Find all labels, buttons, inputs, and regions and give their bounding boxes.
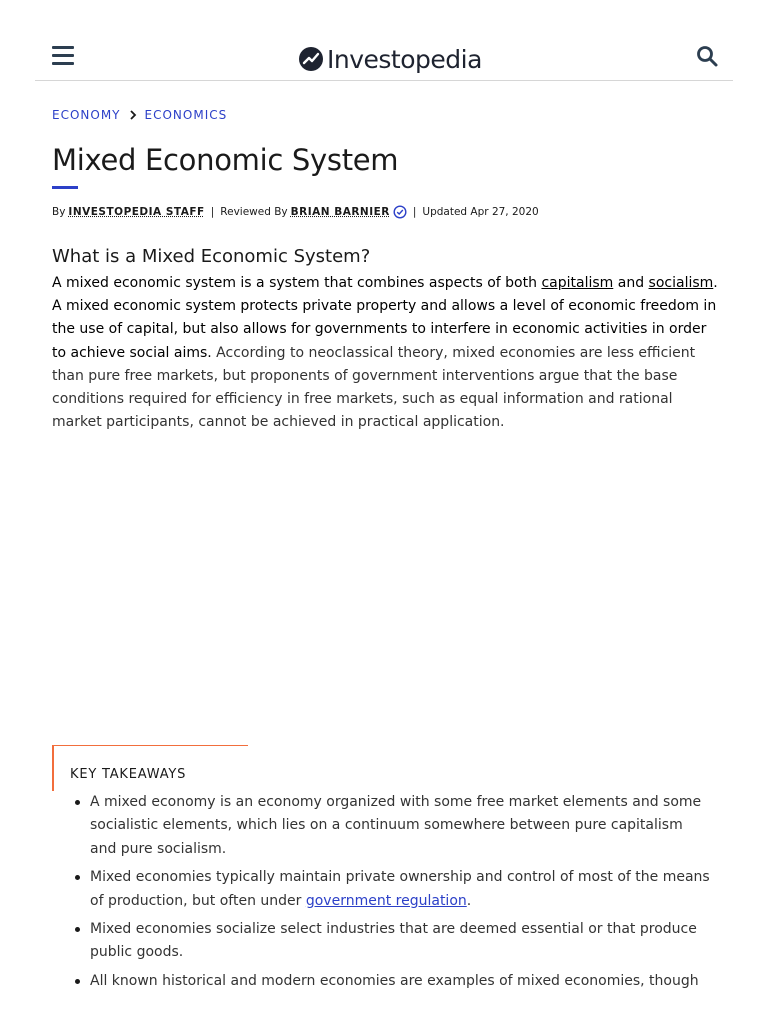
hamburger-menu-icon[interactable] bbox=[52, 46, 74, 66]
intro-lead-text: and bbox=[613, 275, 649, 291]
breadcrumb bbox=[52, 108, 227, 122]
site-header bbox=[35, 0, 733, 81]
intro-lead-text: A mixed economic system is a system that combines aspects of both bbox=[52, 275, 542, 291]
list-item bbox=[90, 866, 710, 913]
intro-paragraph bbox=[52, 272, 718, 434]
breadcrumb-economy[interactable]: ECONOMY bbox=[52, 108, 121, 122]
capitalism-link[interactable]: capitalism bbox=[541, 275, 614, 291]
site-logo[interactable] bbox=[299, 42, 482, 76]
byline-divider: | bbox=[412, 206, 417, 218]
takeaways-list bbox=[90, 791, 710, 998]
intro-lead-text: . A mixed economic system protects private property and allows a level of economic freedom in the use of capital, but also allows for governments to interfere in economic activities in order to achieve social aims. bbox=[52, 275, 718, 361]
search-icon[interactable] bbox=[695, 44, 719, 68]
updated-date: Updated Apr 27, 2020 bbox=[422, 206, 539, 218]
intro-heading: What is a Mixed Economic System? bbox=[52, 246, 371, 267]
logo-text: Investopedia bbox=[327, 44, 482, 74]
takeaways-border-left bbox=[52, 745, 54, 791]
breadcrumb-economics[interactable]: ECONOMICS bbox=[144, 108, 228, 122]
socialism-link[interactable]: socialism bbox=[648, 275, 714, 291]
reviewed-by-label: Reviewed By bbox=[220, 206, 288, 218]
title-underline bbox=[52, 186, 78, 189]
list-item-text: . bbox=[466, 892, 472, 909]
list-item: All known historical and modern economies are examples of mixed economies, though bbox=[90, 970, 710, 993]
takeaways-border-top bbox=[52, 745, 248, 746]
verified-check-icon bbox=[393, 205, 407, 219]
by-label: By bbox=[52, 206, 66, 218]
takeaways-heading: KEY TAKEAWAYS bbox=[70, 767, 187, 782]
byline bbox=[52, 205, 539, 219]
list-item: A mixed economy is an economy organized with some free market elements and some socialistic elements, which lies on a continuum somewhere between pure capitalism and pure socialism. bbox=[90, 791, 710, 861]
intro-body-text: According to neoclassical theory, mixed economies are less efficient than pure free markets, but proponents of government interventions argue that the base conditions required for efficiency in free markets, such as equal information and rational market participants, cannot be achieved in practical application. bbox=[52, 344, 696, 431]
chevron-right-icon bbox=[129, 110, 137, 120]
page-title: Mixed Economic System bbox=[52, 143, 399, 177]
reviewer-link[interactable]: BRIAN BARNIER bbox=[290, 206, 390, 218]
byline-divider: | bbox=[210, 206, 215, 218]
list-item: Mixed economies socialize select industries that are deemed essential or that produce public goods. bbox=[90, 918, 710, 965]
author-link[interactable]: INVESTOPEDIA STAFF bbox=[68, 206, 205, 218]
government-regulation-link[interactable]: government regulation bbox=[305, 892, 467, 909]
list-item-text: Mixed economies typically maintain private ownership and control of most of the means of production, but often under bbox=[90, 869, 710, 909]
investopedia-logo-icon bbox=[299, 47, 323, 71]
